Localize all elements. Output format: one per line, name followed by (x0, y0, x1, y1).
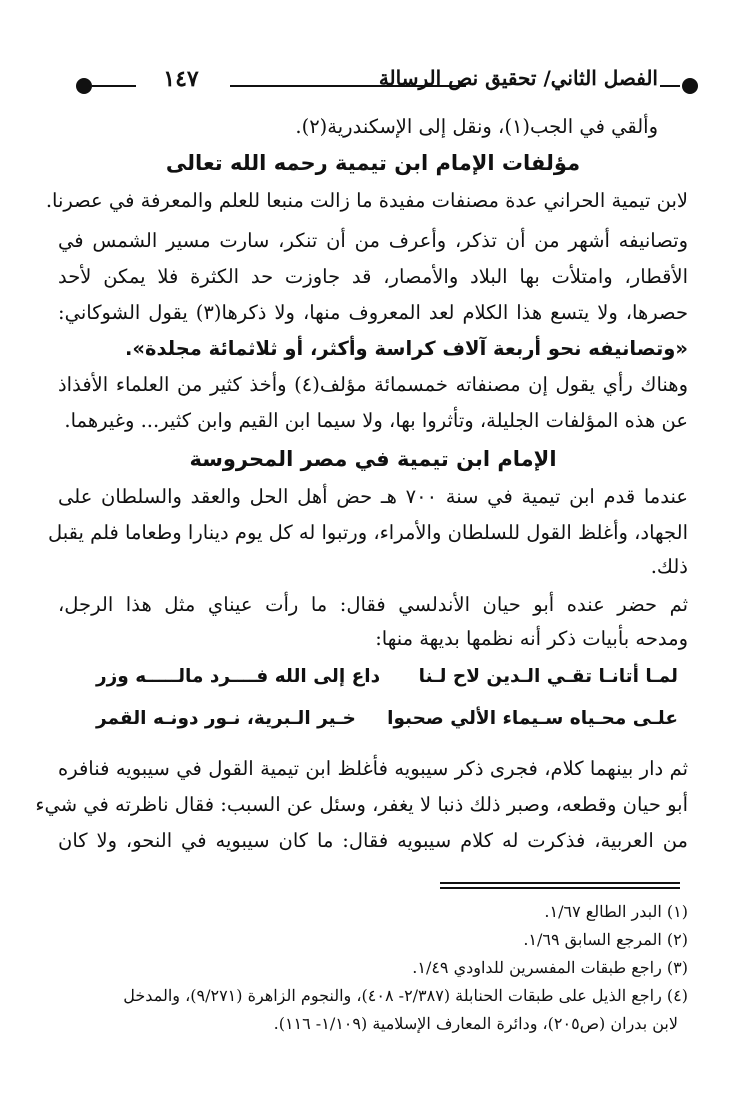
paragraph-2-line-3: حصرها، ولا يتسع هذا الكلام لعد المعروف منها، ولا ذكرها(٣) يقول الشوكاني: (58, 301, 688, 324)
footnote-rule-bottom (440, 887, 680, 889)
page-number: ١٤٧ (163, 66, 199, 92)
paragraph-5-line-1: ثم حضر عنده أبو حيان الأندلسي فقال: ما رأت عيناي مثل هذا الرجل، (58, 593, 688, 616)
header-left-dot (76, 78, 92, 94)
section-heading-works: مؤلفات الإمام ابن تيمية رحمه الله تعالى (165, 151, 581, 175)
verse-2-first-hemistich: علـى محـياه سـيماء الألي صحبوا (387, 708, 678, 729)
footnote-4-line-2: لابن بدران (ص٢٠٥)، ودائرة المعارف الإسلامية (١/١٠٩- ١١٦). (273, 1014, 678, 1033)
footnote-2: (٢) المرجع السابق ١/٦٩. (523, 930, 688, 949)
paragraph-6-line-1: ثم دار بينهما كلام، فجرى ذكر سيبويه فأغلظ ابن تيمية القول في سيبويه فنافره (58, 757, 688, 780)
footnote-4-line-1: (٤) راجع الذيل على طبقات الحنابلة (٢/٣٨٧- ٤٠٨)، والنجوم الزاهرة (٩/٢٧١)، والمدخل (123, 986, 688, 1005)
paragraph-2-line-1: وتصانيفه أشهر من أن تذكر، وأعرف من أن تنكر، سارت مسير الشمس في (58, 229, 688, 252)
paragraph-4-line-1: عندما قدم ابن تيمية في سنة ٧٠٠ هـ حض أهل الحل والعقد والسلطان على (58, 485, 689, 508)
verse-2-second-hemistich: خـير الـبرية، نـور دونـه القمر (96, 708, 356, 729)
page-header (78, 66, 690, 102)
running-title: الفصل الثاني/ تحقيق نص الرسالة (378, 66, 658, 90)
paragraph-2-quote: «وتصانيفه نحو أربعة آلاف كراسة وأكثر، أو ثلاثمائة مجلدة». (124, 337, 688, 360)
section-heading-egypt: الإمام ابن تيمية في مصر المحروسة (189, 447, 557, 471)
verse-1-first-hemistich: لمـا أتانـا تقـي الـدين لاح لـنا (418, 666, 678, 687)
footnote-rule-top (440, 882, 680, 884)
paragraph-3-line-2: عن هذه المؤلفات الجليلة، وتأثروا بها، ولا سيما ابن القيم وابن كثير... وغيرهما. (64, 409, 688, 432)
header-rule-left (92, 85, 136, 87)
paragraph-6-line-3: من العربية، فذكرت له كلام سيبويه فقال: ما كان سيبويه في النحو، ولا كان (58, 829, 688, 852)
header-right-dot (682, 78, 698, 94)
paragraph-4-line-2: الجهاد، وأغلظ القول للسلطان والأمراء، ورتبوا له كل يوم دينارا وطعاما فلم يقبل (47, 521, 688, 544)
paragraph-5-line-2: ومدحه بأبيات ذكر أنه نظمها بديهة منها: (375, 627, 688, 650)
header-rule-right (660, 85, 680, 87)
body-line-top: وألقي في الجب(١)، ونقل إلى الإسكندرية(٢). (295, 115, 658, 138)
footnote-1: (١) البدر الطالع ١/٦٧. (544, 902, 688, 921)
paragraph-1: لابن تيمية الحراني عدة مصنفات مفيدة ما زالت منبعا للعلم والمعرفة في عصرنا. (45, 189, 688, 212)
verse-1-second-hemistich: داع إلى الله فــــرد مالـــــه وزر (96, 666, 381, 687)
paragraph-4-line-3: ذلك. (650, 555, 688, 578)
footnote-3: (٣) راجع طبقات المفسرين للداودي ١/٤٩. (412, 958, 688, 977)
paragraph-3-line-1: وهناك رأي يقول إن مصنفاته خمسمائة مؤلف(٤) وأخذ كثير من العلماء الأفذاذ (58, 373, 688, 396)
paragraph-2-line-2: الأقطار، وامتلأت بها البلاد والأمصار، قد جاوزت حد الكثرة فلا يمكن لأحد (58, 265, 688, 288)
paragraph-6-line-2: أبو حيان وقطعه، وصبر ذلك ذنبا لا يغفر، وسئل عن السبب: فقال ناظرته في شيء (35, 793, 688, 816)
